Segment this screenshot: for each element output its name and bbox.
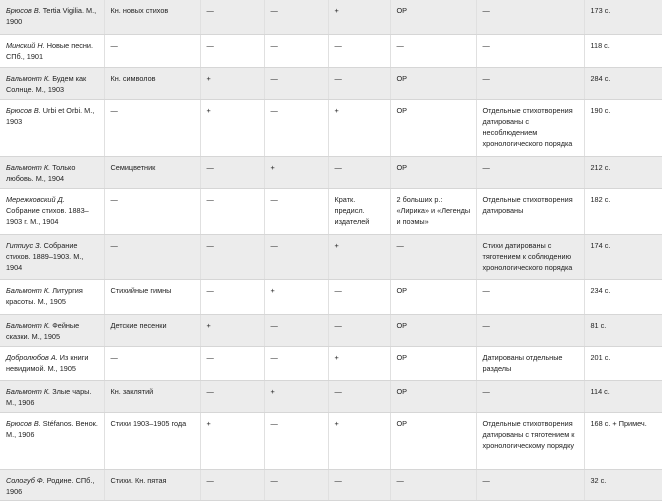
subtitle-cell: — <box>104 34 200 67</box>
author-name: Бальмонт К. <box>6 162 51 172</box>
preface-cell: — <box>328 34 390 67</box>
author-name: Добролюбов А. <box>6 352 58 362</box>
book-cell <box>0 469 104 500</box>
preface-cell: — <box>328 469 390 500</box>
dating-cell: — <box>476 34 584 67</box>
book-title: Новые песни. СПб., 1901 <box>6 40 94 61</box>
preface-cell: — <box>328 380 390 412</box>
table-row <box>0 0 662 34</box>
book-title: Литургия красоты. М., 1905 <box>6 285 83 306</box>
preface-cell: + <box>328 234 390 279</box>
flag-cell: + <box>200 412 264 469</box>
pages-cell: 32 с. <box>584 469 662 500</box>
dating-cell: Отдельные стихотворения датированы с тяготением к хронологическому порядку <box>476 412 584 469</box>
author-name: Сологуб Ф. <box>6 475 45 485</box>
subtitle-cell: Детские песенки <box>104 314 200 346</box>
author-name: Брюсов В. <box>6 6 41 15</box>
dating-cell: — <box>476 0 584 34</box>
flag-cell: + <box>200 67 264 99</box>
book-title: Будем как Солнце. М., 1903 <box>6 73 87 94</box>
pages-cell: 174 с. <box>584 234 662 279</box>
pages-cell: 190 с. <box>584 99 662 156</box>
sections-cell: ОР <box>390 279 476 314</box>
flag-cell: — <box>200 188 264 234</box>
book-cell <box>0 314 104 346</box>
book-cell <box>0 34 104 67</box>
book-title: Фейные сказки. М., 1905 <box>6 320 80 341</box>
sections-cell: 2 больших р.: «Лирика» и «Легенды и поэмы» <box>390 188 476 234</box>
sections-cell: ОР <box>390 67 476 99</box>
table-row <box>0 346 662 380</box>
book-title: Только любовь. М., 1904 <box>6 162 76 183</box>
subtitle-cell: — <box>104 99 200 156</box>
book-title: Собрание стихов. 1889–1903. М., 1904 <box>6 240 84 272</box>
subtitle-cell: — <box>104 188 200 234</box>
table-row <box>0 279 662 314</box>
table-row <box>0 234 662 279</box>
book-title: Из книги невидимой. М., 1905 <box>6 352 89 373</box>
preface-cell: Кратк. предисл. издателей <box>328 188 390 234</box>
dating-cell: — <box>476 156 584 188</box>
pages-cell: 168 с. + Примеч. <box>584 412 662 469</box>
sections-cell: — <box>390 234 476 279</box>
subtitle-cell: Кн. новых стихов <box>104 0 200 34</box>
flag-cell: — <box>264 234 328 279</box>
book-title: Stéfanos. Венок. М., 1906 <box>6 418 98 439</box>
table-row <box>0 67 662 99</box>
flag-cell: — <box>200 0 264 34</box>
flag-cell: — <box>200 469 264 500</box>
preface-cell: — <box>328 279 390 314</box>
flag-cell: — <box>264 346 328 380</box>
dating-cell: Отдельные стихотворения датированы <box>476 188 584 234</box>
table-row <box>0 380 662 412</box>
preface-cell: + <box>328 412 390 469</box>
dating-cell: — <box>476 314 584 346</box>
dating-cell: Отдельные стихотворения датированы с несоблюдением хронологического порядка <box>476 99 584 156</box>
flag-cell: + <box>264 156 328 188</box>
book-cell <box>0 99 104 156</box>
flag-cell: — <box>264 34 328 67</box>
subtitle-cell: — <box>104 346 200 380</box>
dating-cell: — <box>476 380 584 412</box>
sections-cell: — <box>390 34 476 67</box>
book-cell <box>0 67 104 99</box>
book-cell <box>0 156 104 188</box>
book-cell <box>0 380 104 412</box>
sections-cell: ОР <box>390 412 476 469</box>
flag-cell: — <box>200 234 264 279</box>
author-name: Минский Н. <box>6 40 45 50</box>
pages-cell: 284 с. <box>584 67 662 99</box>
pages-cell: 201 с. <box>584 346 662 380</box>
dating-cell: — <box>476 469 584 500</box>
pages-cell: 81 с. <box>584 314 662 346</box>
pages-cell: 182 с. <box>584 188 662 234</box>
author-name: Мережковский Д. <box>6 194 65 204</box>
subtitle-cell: Стихи 1903–1905 года <box>104 412 200 469</box>
sections-cell: ОР <box>390 99 476 156</box>
subtitle-cell: Кн. заклятий <box>104 380 200 412</box>
book-title: Родине. СПб., 1906 <box>6 475 95 496</box>
author-name: Бальмонт К. <box>6 73 51 83</box>
dating-cell: — <box>476 279 584 314</box>
author-name: Бальмонт К. <box>6 285 51 295</box>
book-cell <box>0 234 104 279</box>
flag-cell: — <box>264 314 328 346</box>
author-name: Гиппиус З. <box>6 240 42 250</box>
sections-cell: ОР <box>390 314 476 346</box>
flag-cell: — <box>264 412 328 469</box>
preface-cell: — <box>328 156 390 188</box>
flag-cell: — <box>200 279 264 314</box>
sections-cell: ОР <box>390 0 476 34</box>
book-title: Tertia Vigilia. М., 1900 <box>6 6 97 26</box>
table-row <box>0 314 662 346</box>
author-name: Брюсов В. <box>6 105 41 115</box>
sections-cell: ОР <box>390 156 476 188</box>
book-title: Злые чары. М., 1906 <box>6 386 92 407</box>
book-title: Urbi et Orbi. М., 1903 <box>6 105 95 126</box>
dating-cell: Стихи датированы с тяготением к соблюдению хронологического порядка <box>476 234 584 279</box>
flag-cell: — <box>200 380 264 412</box>
pages-cell: 118 с. <box>584 34 662 67</box>
book-cell <box>0 279 104 314</box>
flag-cell: + <box>200 99 264 156</box>
flag-cell: — <box>264 469 328 500</box>
flag-cell: — <box>264 67 328 99</box>
table-row <box>0 188 662 234</box>
preface-cell: — <box>328 67 390 99</box>
subtitle-cell: Стихийные гимны <box>104 279 200 314</box>
sections-cell: ОР <box>390 380 476 412</box>
book-cell <box>0 0 104 34</box>
author-name: Бальмонт К. <box>6 320 51 330</box>
book-cell <box>0 188 104 234</box>
flag-cell: + <box>264 380 328 412</box>
flag-cell: — <box>200 34 264 67</box>
dating-cell: — <box>476 67 584 99</box>
preface-cell: + <box>328 99 390 156</box>
table-row <box>0 412 662 469</box>
book-cell <box>0 412 104 469</box>
book-title: Собрание стихов. 1883–1903 г. М., 1904 <box>6 205 89 226</box>
sections-cell: ОР <box>390 346 476 380</box>
subtitle-cell: — <box>104 234 200 279</box>
flag-cell: — <box>264 188 328 234</box>
flag-cell: — <box>200 156 264 188</box>
subtitle-cell: Кн. символов <box>104 67 200 99</box>
flag-cell: — <box>264 0 328 34</box>
preface-cell: + <box>328 0 390 34</box>
flag-cell: — <box>264 99 328 156</box>
flag-cell: + <box>264 279 328 314</box>
pages-cell: 173 с. <box>584 0 662 34</box>
author-name: Брюсов В. <box>6 418 41 428</box>
subtitle-cell: Стихи. Кн. пятая <box>104 469 200 500</box>
dating-cell: Датированы отдельные разделы <box>476 346 584 380</box>
table-row <box>0 469 662 500</box>
author-name: Бальмонт К. <box>6 386 51 396</box>
pages-cell: 114 с. <box>584 380 662 412</box>
subtitle-cell: Семицветник <box>104 156 200 188</box>
sections-cell: — <box>390 469 476 500</box>
preface-cell: — <box>328 314 390 346</box>
table-row <box>0 99 662 156</box>
flag-cell: — <box>200 346 264 380</box>
pages-cell: 234 с. <box>584 279 662 314</box>
pages-cell: 212 с. <box>584 156 662 188</box>
book-cell <box>0 346 104 380</box>
table-row <box>0 34 662 67</box>
table-row <box>0 156 662 188</box>
preface-cell: + <box>328 346 390 380</box>
flag-cell: + <box>200 314 264 346</box>
